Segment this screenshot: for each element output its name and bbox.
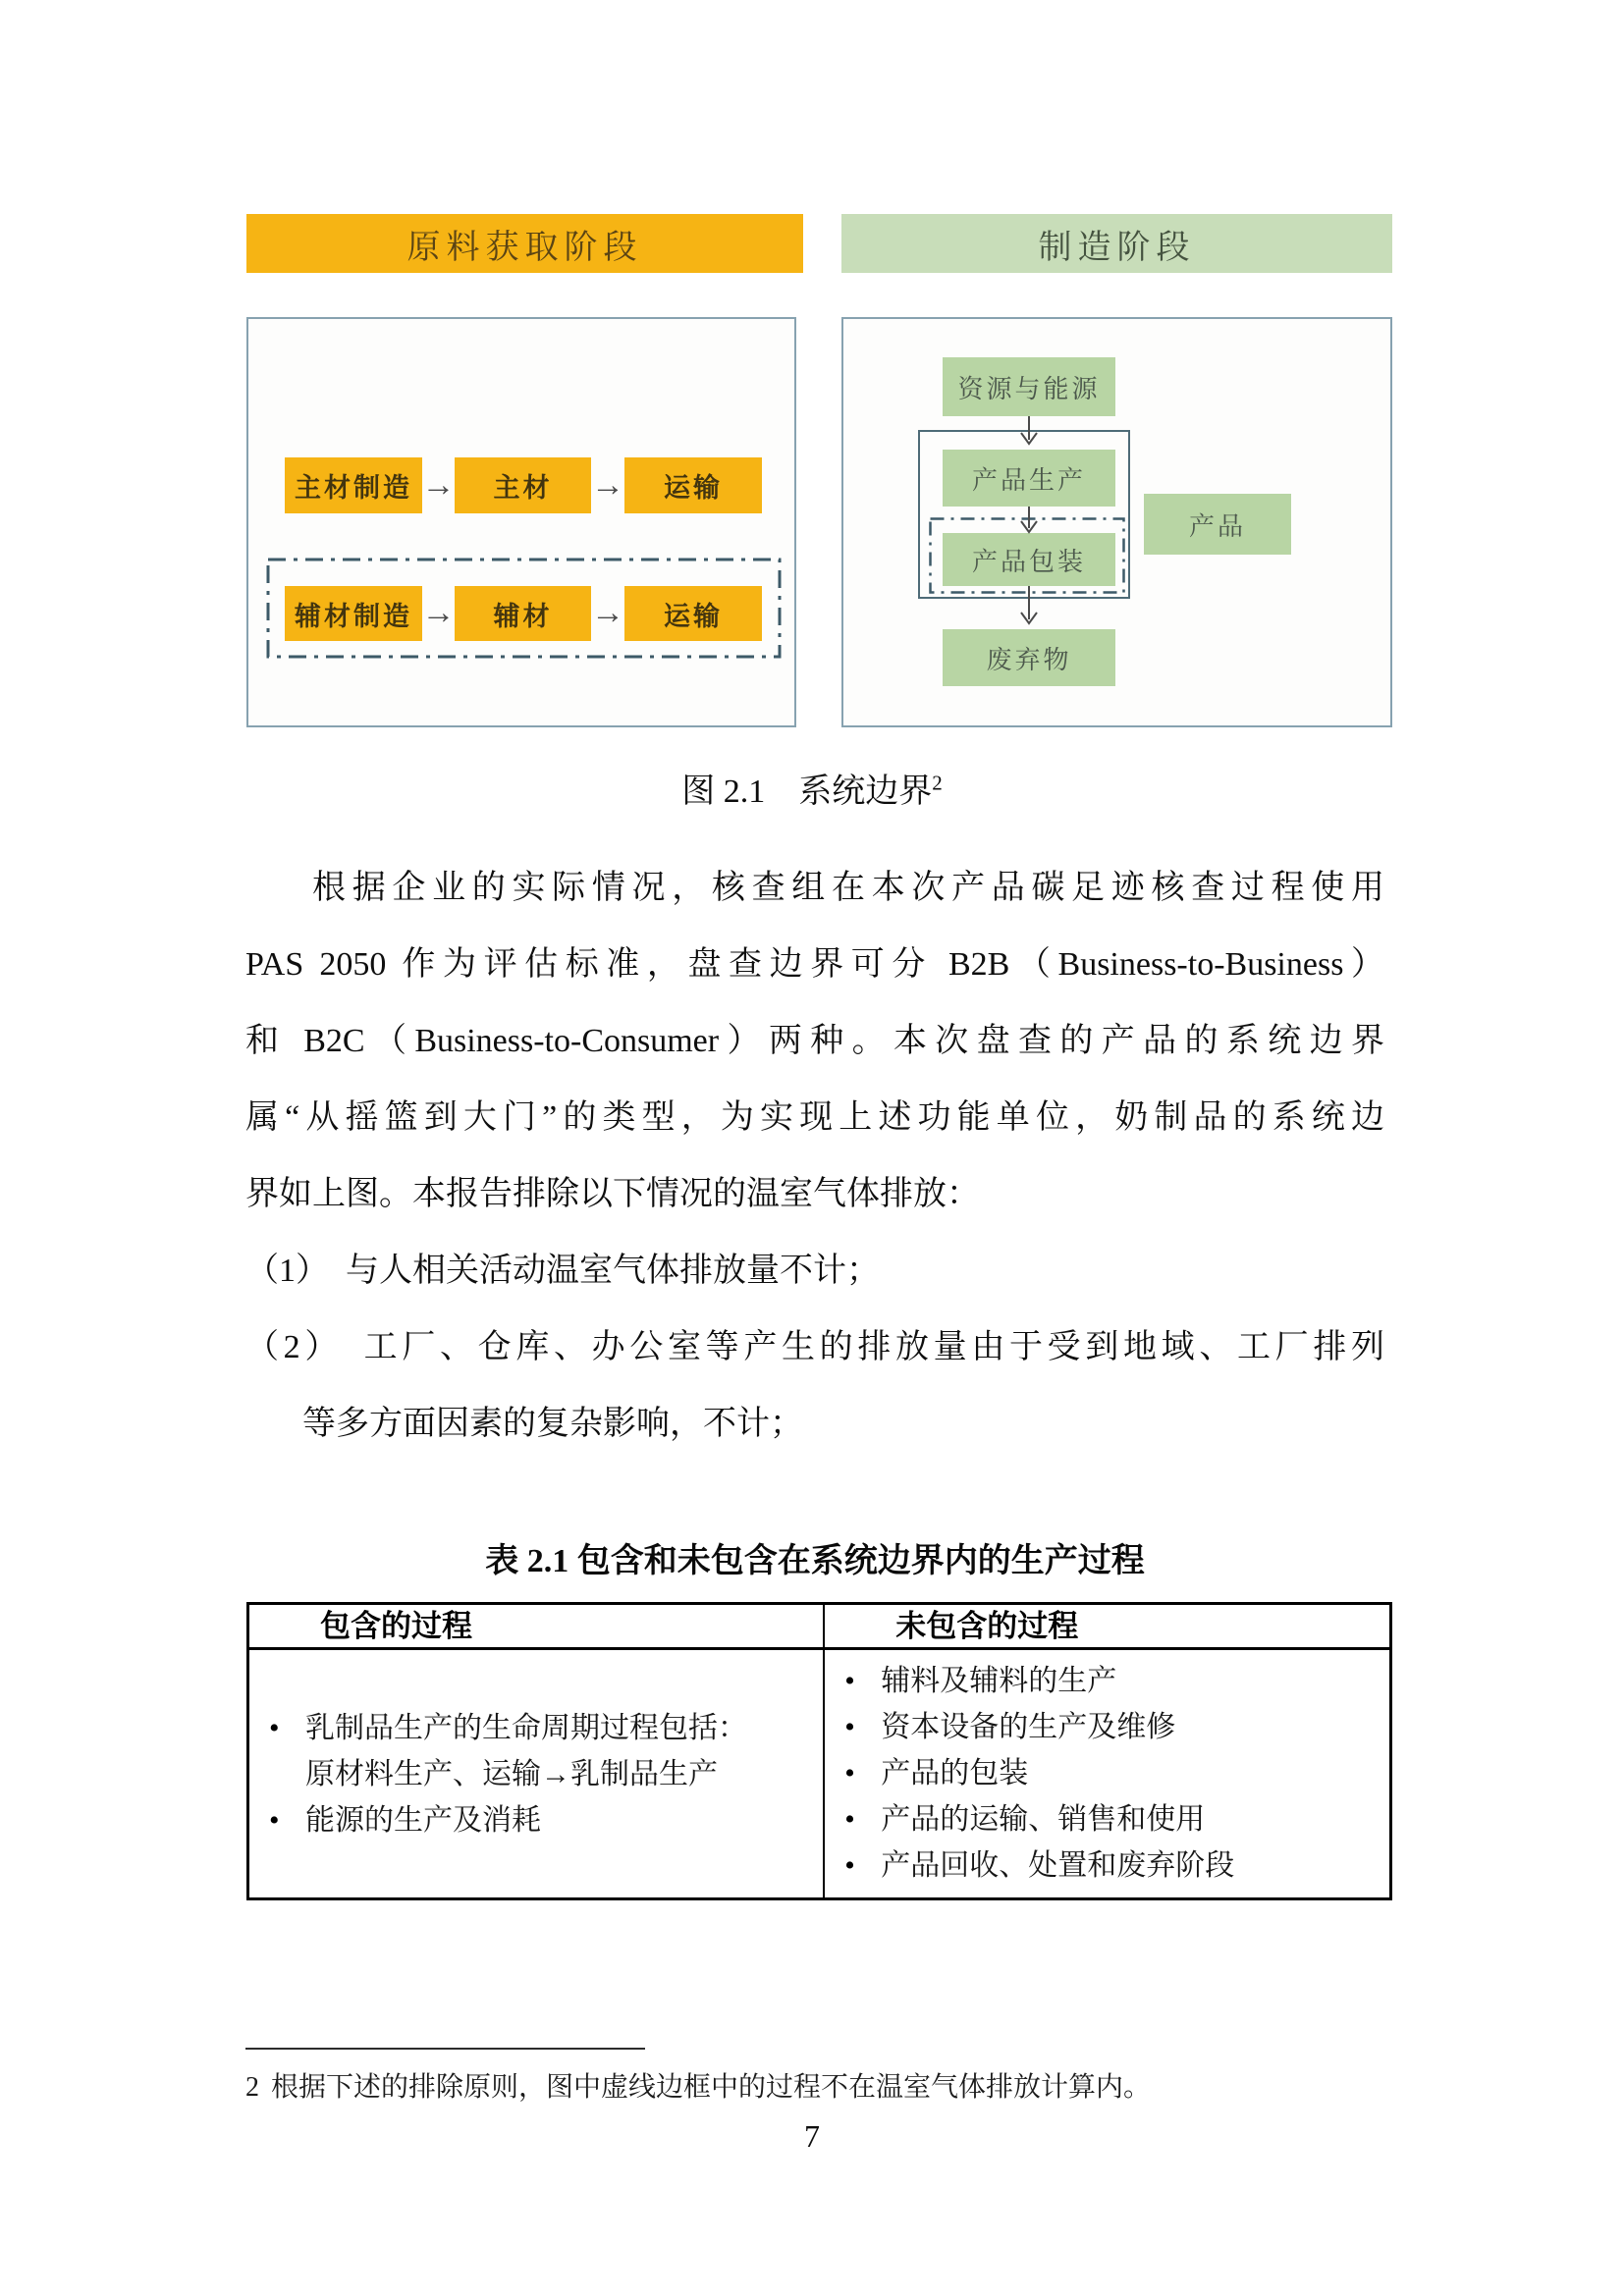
paragraph-line: 根据企业的实际情况，核查组在本次产品碳足迹核查过程使用 — [312, 870, 1384, 906]
list-item-text: 产品的运输、销售和使用 — [881, 1803, 1206, 1836]
list-item-text: 产品的包装 — [881, 1757, 1029, 1789]
list-item — [825, 1750, 1389, 1796]
node-label: 运输 — [664, 473, 723, 503]
list-item — [825, 1704, 1389, 1750]
node-resources-energy — [943, 357, 1115, 416]
list-item-text: 原材料生产、运输→乳制品生产 — [305, 1757, 718, 1790]
paragraph-line: 属“从摇篮到大门”的类型，为实现上述功能单位，奶制品的系统边 — [245, 1099, 1384, 1136]
list-item-continuation — [249, 1751, 823, 1797]
system-boundary-table — [246, 1602, 1392, 1900]
figure-caption — [0, 764, 1624, 809]
arrow-down-icon — [1019, 416, 1039, 446]
list-item-1: （1） 与人相关活动温室气体排放量不计； — [245, 1253, 880, 1289]
raw-material-panel — [246, 317, 796, 727]
node-label: 废弃物 — [986, 645, 1072, 674]
node-label: 运输 — [664, 601, 723, 631]
node-label: 产品包装 — [971, 547, 1086, 576]
node-main-material — [455, 457, 591, 513]
footnote-reference: 2 — [932, 771, 943, 795]
node-aux-material-manufacture — [285, 586, 422, 641]
bullet-icon: • — [844, 1757, 855, 1789]
list-item-text: 能源的生产及消耗 — [305, 1803, 541, 1837]
table-cell-excluded — [825, 1650, 1389, 1897]
list-item-text: 辅料及辅料的生产 — [881, 1665, 1117, 1697]
arrow-right-icon — [591, 457, 624, 513]
list-item — [249, 1705, 823, 1751]
footnote-divider — [245, 2048, 645, 2050]
arrow-glyph: → — [591, 595, 624, 631]
list-item-text: 乳制品生产的生命周期过程包括： — [305, 1711, 747, 1744]
node-waste — [943, 629, 1115, 686]
bullet-icon: • — [269, 1803, 280, 1837]
node-label: 产品 — [1188, 511, 1246, 541]
footnote-text: 根据下述的排除原则，图中虚线边框中的过程不在温室气体排放计算内。 — [271, 2072, 1152, 2103]
table-title: 表 2.1 包含和未包含在系统边界内的生产过程 — [485, 1543, 1145, 1579]
node-aux-transport — [624, 586, 762, 641]
node-aux-material — [455, 586, 591, 641]
list-item — [825, 1842, 1389, 1889]
list-item — [249, 1797, 823, 1843]
arrow-glyph: → — [591, 466, 624, 504]
stage-header-raw-material — [246, 214, 803, 273]
node-main-transport — [624, 457, 762, 513]
list-item — [825, 1796, 1389, 1842]
bullet-icon: • — [269, 1711, 280, 1744]
paragraph-line: 界如上图。本报告排除以下情况的温室气体排放： — [245, 1176, 980, 1212]
arrow-right-icon — [422, 457, 455, 513]
arrow-right-icon — [422, 586, 455, 641]
page-number: 7 — [804, 2118, 820, 2154]
bullet-icon: • — [844, 1803, 855, 1836]
stage-header-manufacturing — [841, 214, 1392, 273]
body-paragraph — [245, 850, 1384, 1463]
manufacturing-panel — [841, 317, 1392, 727]
list-item-text: 资本设备的生产及维修 — [881, 1711, 1176, 1743]
arrow-down-icon — [1019, 586, 1039, 625]
paragraph-line: 和 B2C（Business-to-Consumer）两种。本次盘查的产品的系统边界 — [245, 1023, 1384, 1059]
bullet-spacer — [249, 1751, 305, 1797]
stage-header-manufacturing-label: 制造阶段 — [1038, 229, 1196, 266]
paragraph-line: PAS 2050 作为评估标准，盘查边界可分 B2B（Business-to-Business） — [245, 946, 1384, 983]
node-label: 辅材 — [493, 601, 553, 631]
arrow-glyph: → — [421, 595, 456, 631]
bullet-icon: • — [844, 1849, 855, 1882]
node-label: 辅材制造 — [295, 601, 412, 631]
footnote-marker: 2 — [245, 2072, 259, 2103]
table-header-row — [249, 1605, 1389, 1650]
table-body-row — [249, 1650, 1389, 1897]
node-product-packaging — [943, 533, 1115, 586]
table-header-excluded: 未包含的过程 — [895, 1609, 1079, 1643]
list-item-text: 产品回收、处置和废弃阶段 — [881, 1849, 1235, 1882]
node-product — [1144, 494, 1291, 555]
node-label: 产品生产 — [971, 465, 1086, 495]
list-item-2: （2） 工厂、仓库、办公室等产生的排放量由于受到地域、工厂排列 — [245, 1329, 1384, 1365]
list-item — [825, 1658, 1389, 1704]
footnote — [245, 2065, 1424, 2110]
node-label: 主材制造 — [295, 473, 412, 503]
bullet-icon: • — [844, 1665, 855, 1697]
arrow-right-icon — [591, 586, 624, 641]
stage-header-raw-material-label: 原料获取阶段 — [406, 229, 643, 266]
node-label: 资源与能源 — [957, 374, 1101, 403]
figure-caption-text: 图 2.1 系统边界 — [681, 774, 933, 810]
node-product-production — [943, 450, 1115, 507]
list-item-2-continuation: 等多方面因素的复杂影响，不计； — [302, 1406, 803, 1442]
node-main-material-manufacture — [285, 457, 422, 513]
table-cell-included — [249, 1650, 825, 1897]
table-header-included: 包含的过程 — [249, 1605, 825, 1647]
arrow-glyph: → — [421, 466, 456, 504]
bullet-icon: • — [844, 1711, 855, 1743]
arrow-down-icon — [1019, 507, 1039, 534]
node-label: 主材 — [493, 473, 553, 503]
